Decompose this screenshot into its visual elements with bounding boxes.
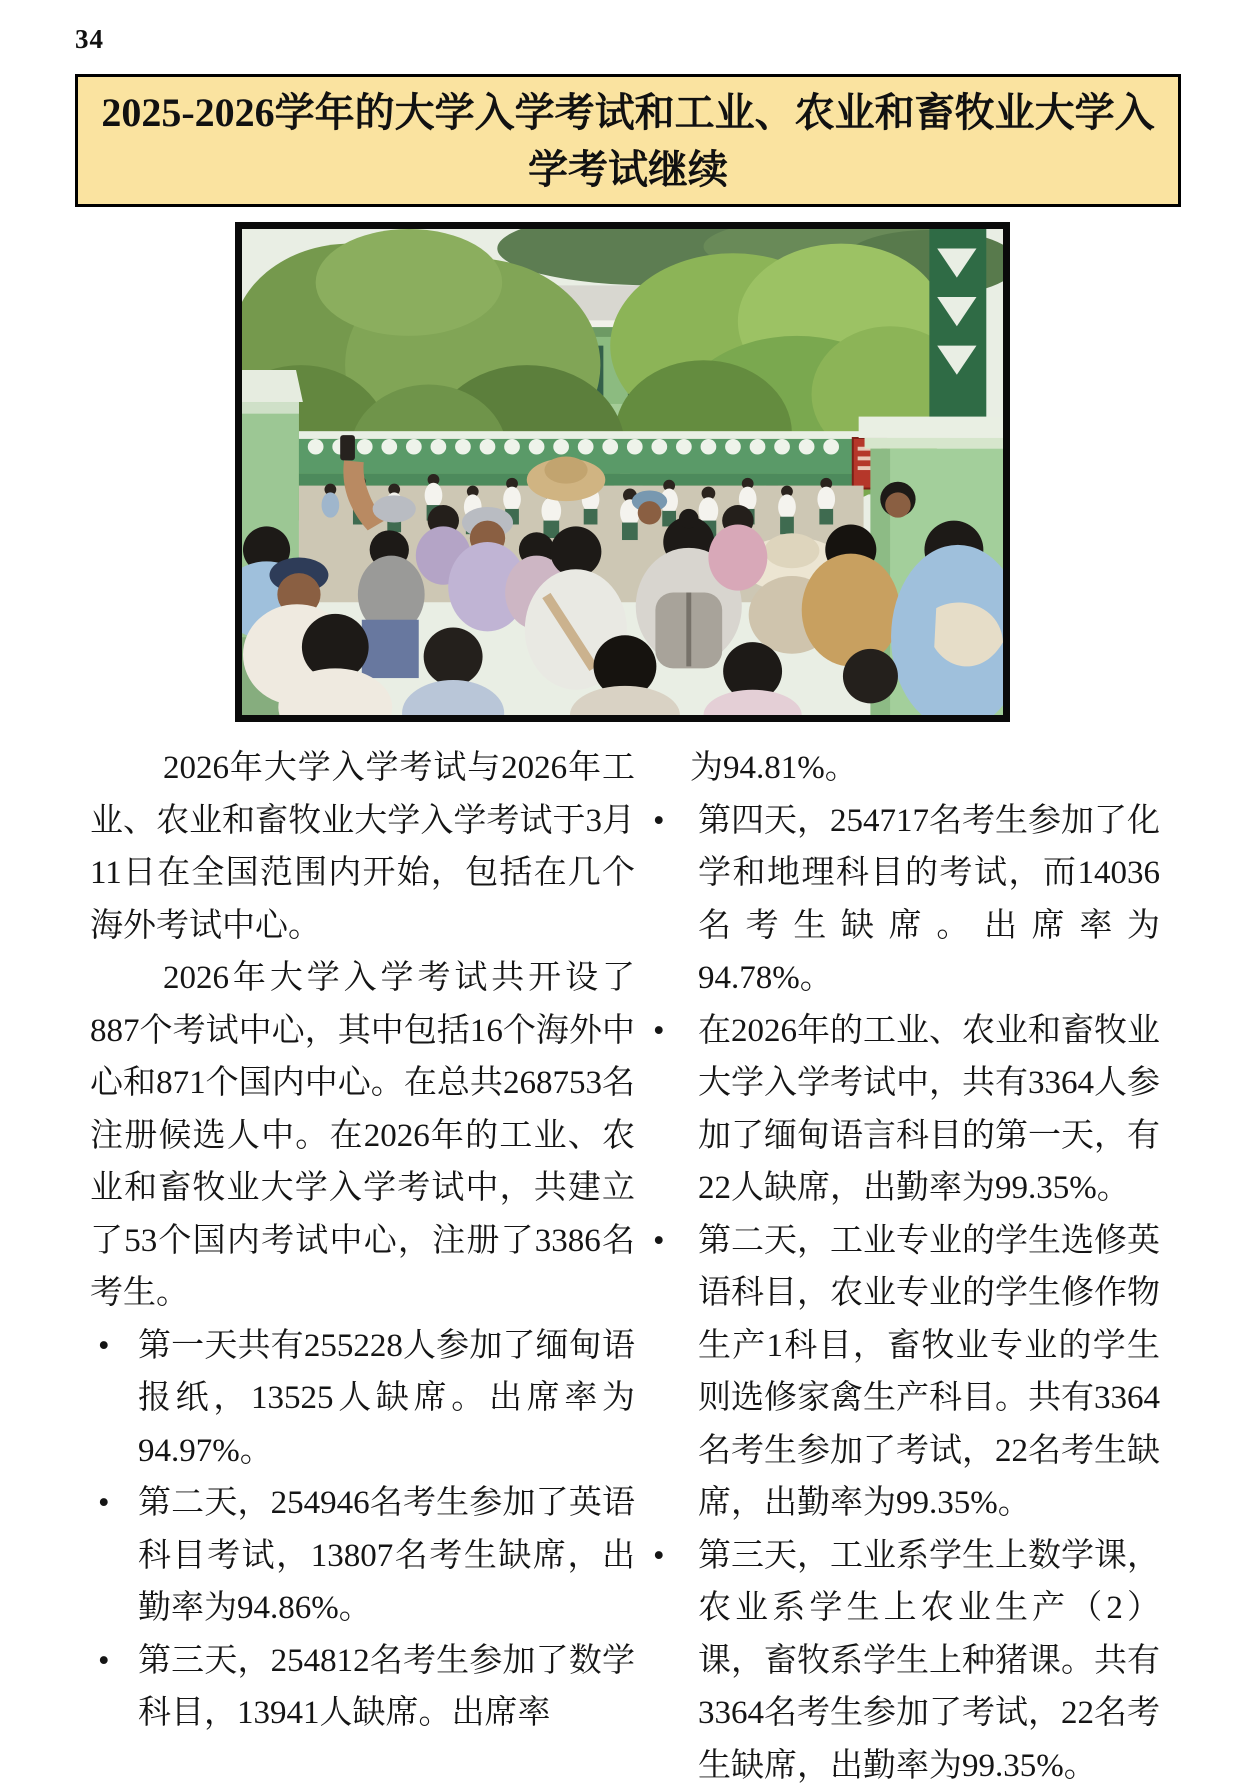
bullet-item	[645, 1215, 1160, 1530]
bullet-text: 在2026年的工业、农业和畜牧业大学入学考试中，共有3364人参加了缅甸语言科目的第一天，有22人缺席，出勤率为99.35%。	[698, 1005, 1160, 1215]
bullet-text: 第一天共有255228人参加了缅甸语报纸，13525人缺席。出席率为94.97%。	[138, 1320, 635, 1478]
bullet-item	[645, 1005, 1160, 1215]
bullet-text: 第三天，工业系学生上数学课，农业系学生上农业生产（2）课，畜牧系学生上种猪课。共有3364名考生参加了考试，22名考生缺席，出勤率为99.35%。	[698, 1530, 1160, 1792]
bullet-text-continuation: 为94.81%。	[645, 742, 1160, 795]
bullet-text: 第二天，254946名考生参加了英语科目考试，13807名考生缺席，出勤率为94.86%。	[138, 1477, 635, 1635]
article-right-column	[645, 742, 1160, 1792]
bullet-text: 第三天，254812名考生参加了数学科目，13941人缺席。出席率	[138, 1635, 635, 1740]
paragraph: 2026年大学入学考试共开设了887个考试中心，其中包括16个海外中心和871个国内中心。在总共268753名注册候选人中。在2026年的工业、农业和畜牧业大学入学考试中，共建立了53个国内考试中心，注册了3386名考生。	[90, 952, 635, 1320]
bullet-item	[645, 795, 1160, 1005]
paragraph: 2026年大学入学考试与2026年工业、农业和畜牧业大学入学考试于3月11日在全国范围内开始，包括在几个海外考试中心。	[90, 742, 635, 952]
bullet-item	[90, 1635, 635, 1740]
article-left-column	[90, 742, 635, 1740]
bullet-marker: •	[90, 1477, 138, 1635]
bullet-item	[645, 1530, 1160, 1792]
bullet-text: 第四天，254717名考生参加了化学和地理科目的考试，而14036名考生缺席。出席率为94.78%。	[698, 795, 1160, 1005]
article-title: 2025-2026学年的大学入学考试和工业、农业和畜牧业大学入学考试继续	[78, 84, 1178, 198]
article-photo	[235, 222, 1010, 722]
bullet-marker: •	[90, 1320, 138, 1478]
photo-illustration	[242, 229, 1003, 715]
bullet-item	[90, 1477, 635, 1635]
bullet-marker: •	[645, 795, 698, 1005]
article-title-banner	[75, 74, 1181, 207]
bullet-marker: •	[645, 1530, 698, 1792]
bullet-marker: •	[645, 1005, 698, 1215]
bullet-marker: •	[645, 1215, 698, 1530]
bullet-text: 第二天，工业专业的学生选修英语科目，农业专业的学生修作物生产1科目，畜牧业专业的学生则选修家禽生产科目。共有3364名考生参加了考试，22名考生缺席，出勤率为99.35%。	[698, 1215, 1160, 1530]
page-number: 34	[75, 24, 104, 55]
bullet-marker: •	[90, 1635, 138, 1740]
bullet-item	[90, 1320, 635, 1478]
